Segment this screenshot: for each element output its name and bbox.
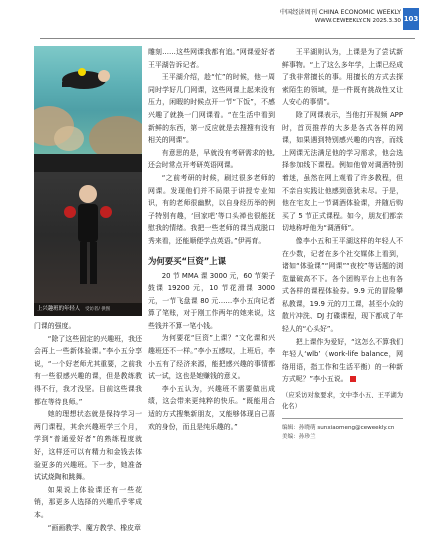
article-photo	[34, 46, 142, 316]
paragraph: 为何要花“巨资”上课？“文化课和兴趣班还不一样。”李小五感叹，上班后，李小五有了经济来源，能把感兴趣的事情都试一试，这也是她赚钱的意义。	[148, 334, 275, 381]
photo-caption-text: 上兴趣班的年轻人	[37, 306, 81, 312]
end-mark-icon	[350, 376, 356, 382]
paragraph: 她的理想状态就是保持学习一两门课程，其余兴趣班学三个月，学到“普通爱好者”的熟练程度就好，这样还可以有精力和金钱去体验更多的兴趣班。下一步，她准备试试烧陶和跳舞。	[34, 410, 142, 482]
paragraph-text: 把上课作为爱好，“这怎么不算我们年轻人‘wlb’（work-life balance，网络用语，指工作和生活平衡）的一种新方式呢？”李小五说。	[282, 337, 403, 384]
paragraph-last	[282, 336, 403, 386]
article-column-1	[34, 320, 142, 534]
page-header	[0, 0, 427, 40]
header-text	[280, 8, 401, 26]
photo-credit: 受访者/ 供图	[85, 307, 110, 312]
designer-credit: 美编：孙珍兰	[282, 434, 316, 441]
boxer-figure	[48, 176, 128, 296]
article-note: （应采访对象要求，文中李小五、王平湖为化名）	[282, 392, 403, 410]
boxing-photo	[34, 154, 142, 316]
page-number: 103	[403, 8, 419, 30]
header-divider	[40, 38, 415, 39]
paragraph: “除了这些固定的兴趣班，我还会再上一些新体验课。”李小五分享说，“一个好老师尤其重要，之前我有一些很感兴趣的课，但是教练教得不行，我才没坚。目前这些课我都在等待良师。”	[34, 334, 142, 406]
paragraph: 王平湖介绍，趁“忙”的时候，他一周同时学好几门网课，这些网课上起来没有压力，闲暇的时候点开一节“下饭”，不感兴趣了就换一门网课看。“在生活中看到新鲜的东西，第一反应就是去搜搜有没有相关的网课”。	[148, 73, 275, 145]
editor-credit: 编辑：孙晓萌 sunxiaomeng@ceweekly.cn	[282, 425, 395, 432]
paragraph: “之前考研的时候，刷过很多老师的网课。发现他们并不局限于讲授专业知识，有的老师很幽默，以自身经历举的例子特别有趣，‘回家吧’等口头禅也很能抚慰我的情绪。我把一些老师的课当成脱口秀来看，还能顺便学点英语。”伊再育。	[148, 173, 275, 245]
paragraph: 20 节 MMA 课 3000 元，60 节架子鼓课 19200 元，10 节花滑课 3000 元，一节飞盘课 80 元……李小五向记者算了笔账，对于刚工作两年的她来说，这些钱并不算一笔小钱。	[148, 271, 275, 330]
paragraph: 李小五认为，兴趣班不需要做出成绩，这会带来更纯粹的快乐。“既能用合适的方式搜集新朋友，又能够体现自己喜欢的身份，而且是纯乐趣的。”	[148, 384, 275, 431]
paragraph: “画画教学、魔方教学、橡皮章	[47, 523, 141, 532]
paragraph: 门课的强度。	[34, 322, 76, 330]
paragraph: 王平湖则认为，上课是为了尝试新鲜事物。“上了这么多年学，上课已经成了我非常擅长的事。用擅长的方式去探索陌生的领域，是一件既有挑战性又让人安心的事情”。	[282, 48, 403, 107]
paragraph: 如果说上体验课还有一些花销，那更多人选择的兴趣爪乎零成本。	[34, 485, 142, 519]
diver-figure	[52, 60, 122, 110]
paragraph: 有意思的是，早就没有考研需求的他,还会时常点开考研英语网课。	[148, 148, 275, 170]
journal-url-date: WWW.CEWEEKLY.CN 2025.3.30	[314, 18, 401, 24]
paragraph: 除了网课表示，当他打开视频 APP 时，首页推荐的大多是各式各样的网课，如果遇到特别感兴趣的内容，而线上网课无法满足他的学习需求，他会选择参加线下课程。例如他曾对调酒特别着迷，虽然在网上观看了许多教程，但不亲自实践让他感到意犹未尽。于是，他在宅友上一节调酒体验课，并随后购买了 5 节正式课程。如今，朋友们都亲切地称呼他为“调酒师”。	[282, 110, 403, 233]
journal-title: 中国经济周刊 CHINA ECONOMIC WEEKLY	[279, 9, 401, 16]
diving-photo	[34, 46, 142, 154]
paragraph: 像李小五和王平湖这样的年轻人不在少数，记者在多个社交媒体上看到，诸如“体验课”“网课”“夜校”等话题的浏览量破高不下。各个团购平台上也有各式各样的课程体验券。9.9 元的冒险攀私教课，19.9 元的刀工课，甚至小众的散片冲洗、DJ 打碟课程，现下都成了年轻人的“心头好”。	[282, 236, 403, 334]
section-heading: 为何要买“巨资”上课	[148, 255, 227, 266]
article-column-2	[148, 46, 275, 433]
paragraph: 雕刻……这些网课我都有追。”网课爱好者王平湖告诉记者。	[148, 48, 275, 69]
photo-caption	[34, 303, 142, 316]
article-column-3	[282, 46, 403, 442]
credits-divider	[282, 418, 403, 419]
